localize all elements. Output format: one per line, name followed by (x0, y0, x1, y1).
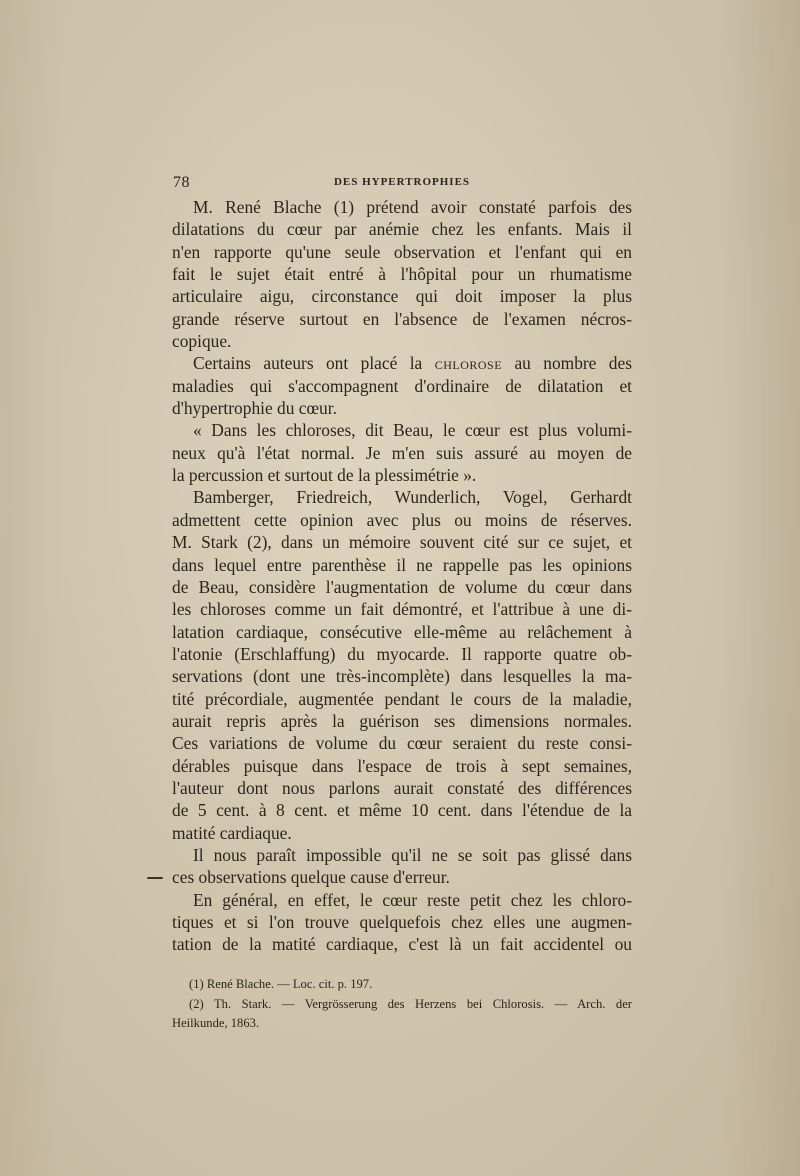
text-line: tation de la matité cardiaque, c'est là un fait accidentel ou (172, 934, 632, 955)
text-line: l'atonie (Erschlaffung) du myocarde. Il rapporte quatre ob- (172, 643, 632, 664)
text-fragment: au nombre des (514, 353, 632, 374)
text-fragment: Certains auteurs ont placé la (193, 353, 423, 374)
text-line: grande réserve surtout en l'absence de l'examen nécros- (172, 308, 632, 329)
text-line: M. Stark (2), dans un mémoire souvent cité sur ce sujet, et (172, 532, 632, 553)
text-line: servations (dont une très-incomplète) dans lesquelles la ma- (172, 666, 632, 687)
footnotes (172, 975, 632, 1034)
text-line: copique. (172, 331, 232, 352)
footnote-1: (1) René Blache. — Loc. cit. p. 197. (189, 977, 373, 991)
text-line: admettent cette opinion avec plus ou moins de réserves. (172, 509, 632, 530)
page-number: 78 (173, 174, 190, 191)
footnote-2-continuation: Heilkunde, 1863. (172, 1016, 260, 1030)
text-line: l'auteur dont nous parlons aurait constaté des différences (172, 777, 632, 798)
text-line: fait le sujet était entré à l'hôpital pour un rhumatisme (172, 264, 632, 285)
text-line: maladies qui s'accompagnent d'ordinaire de dilatation et (172, 375, 632, 396)
page-header (173, 174, 631, 194)
text-line: matité cardiaque. (172, 822, 292, 843)
main-text (172, 196, 632, 956)
text-line-with-smallcaps (172, 352, 632, 374)
text-line: dilatations du cœur par anémie chez les enfants. Mais il (172, 219, 632, 240)
running-title: DES HYPERTROPHIES (333, 176, 471, 188)
text-line: la percussion et surtout de la plessimétrie ». (172, 465, 477, 486)
text-line: dérables puisque dans l'espace de trois à sept semaines, (172, 755, 632, 776)
text-line: tiques et si l'on trouve quelquefois chez elles une augmen- (172, 912, 632, 932)
text-line: Bamberger, Friedreich, Wunderlich, Vogel, Gerhardt (193, 487, 632, 508)
text-line: M. René Blache (1) prétend avoir constaté parfois des (193, 197, 632, 217)
text-line: latation cardiaque, consécutive elle-même au relâchement à (172, 621, 632, 642)
text-line: Il nous paraît impossible qu'il ne se soit pas glissé dans (193, 844, 632, 865)
text-line: En général, en effet, le cœur reste petit chez les chloro- (193, 889, 632, 910)
text-line: ces observations quelque cause d'erreur. (172, 867, 450, 888)
text-line: de Beau, considère l'augmentation de volume du cœur dans (172, 576, 632, 597)
text-line: les chloroses comme un fait démontré, et l'attribue à une di- (172, 599, 632, 620)
text-line: aurait repris après la guérison ses dimensions normales. (172, 710, 632, 731)
text-line: n'en rapporte qu'une seule observation et l'enfant qui en (172, 241, 632, 262)
text-line: articulaire aigu, circonstance qui doit imposer la plus (172, 286, 632, 307)
text-line: neux qu'à l'état normal. Je m'en suis assuré au moyen de (172, 442, 632, 463)
text-line: de 5 cent. à 8 cent. et même 10 cent. dans l'étendue de la (172, 800, 632, 821)
text-line: « Dans les chloroses, dit Beau, le cœur est plus volumi- (193, 420, 632, 441)
text-line: dans lequel entre parenthèse il ne rappelle pas les opinions (172, 554, 632, 575)
text-line: d'hypertrophie du cœur. (172, 398, 337, 419)
footnote-2: (2) Th. Stark. — Vergrösserung des Herzens bei Chlorosis. — Arch. der (189, 996, 632, 1011)
text-line: Ces variations de volume du cœur seraient du reste consi- (172, 733, 632, 754)
text-line: tité précordiale, augmentée pendant le cours de la maladie, (172, 688, 632, 709)
margin-pencil-mark (147, 877, 163, 879)
smallcaps-term: chlorose (434, 353, 503, 374)
